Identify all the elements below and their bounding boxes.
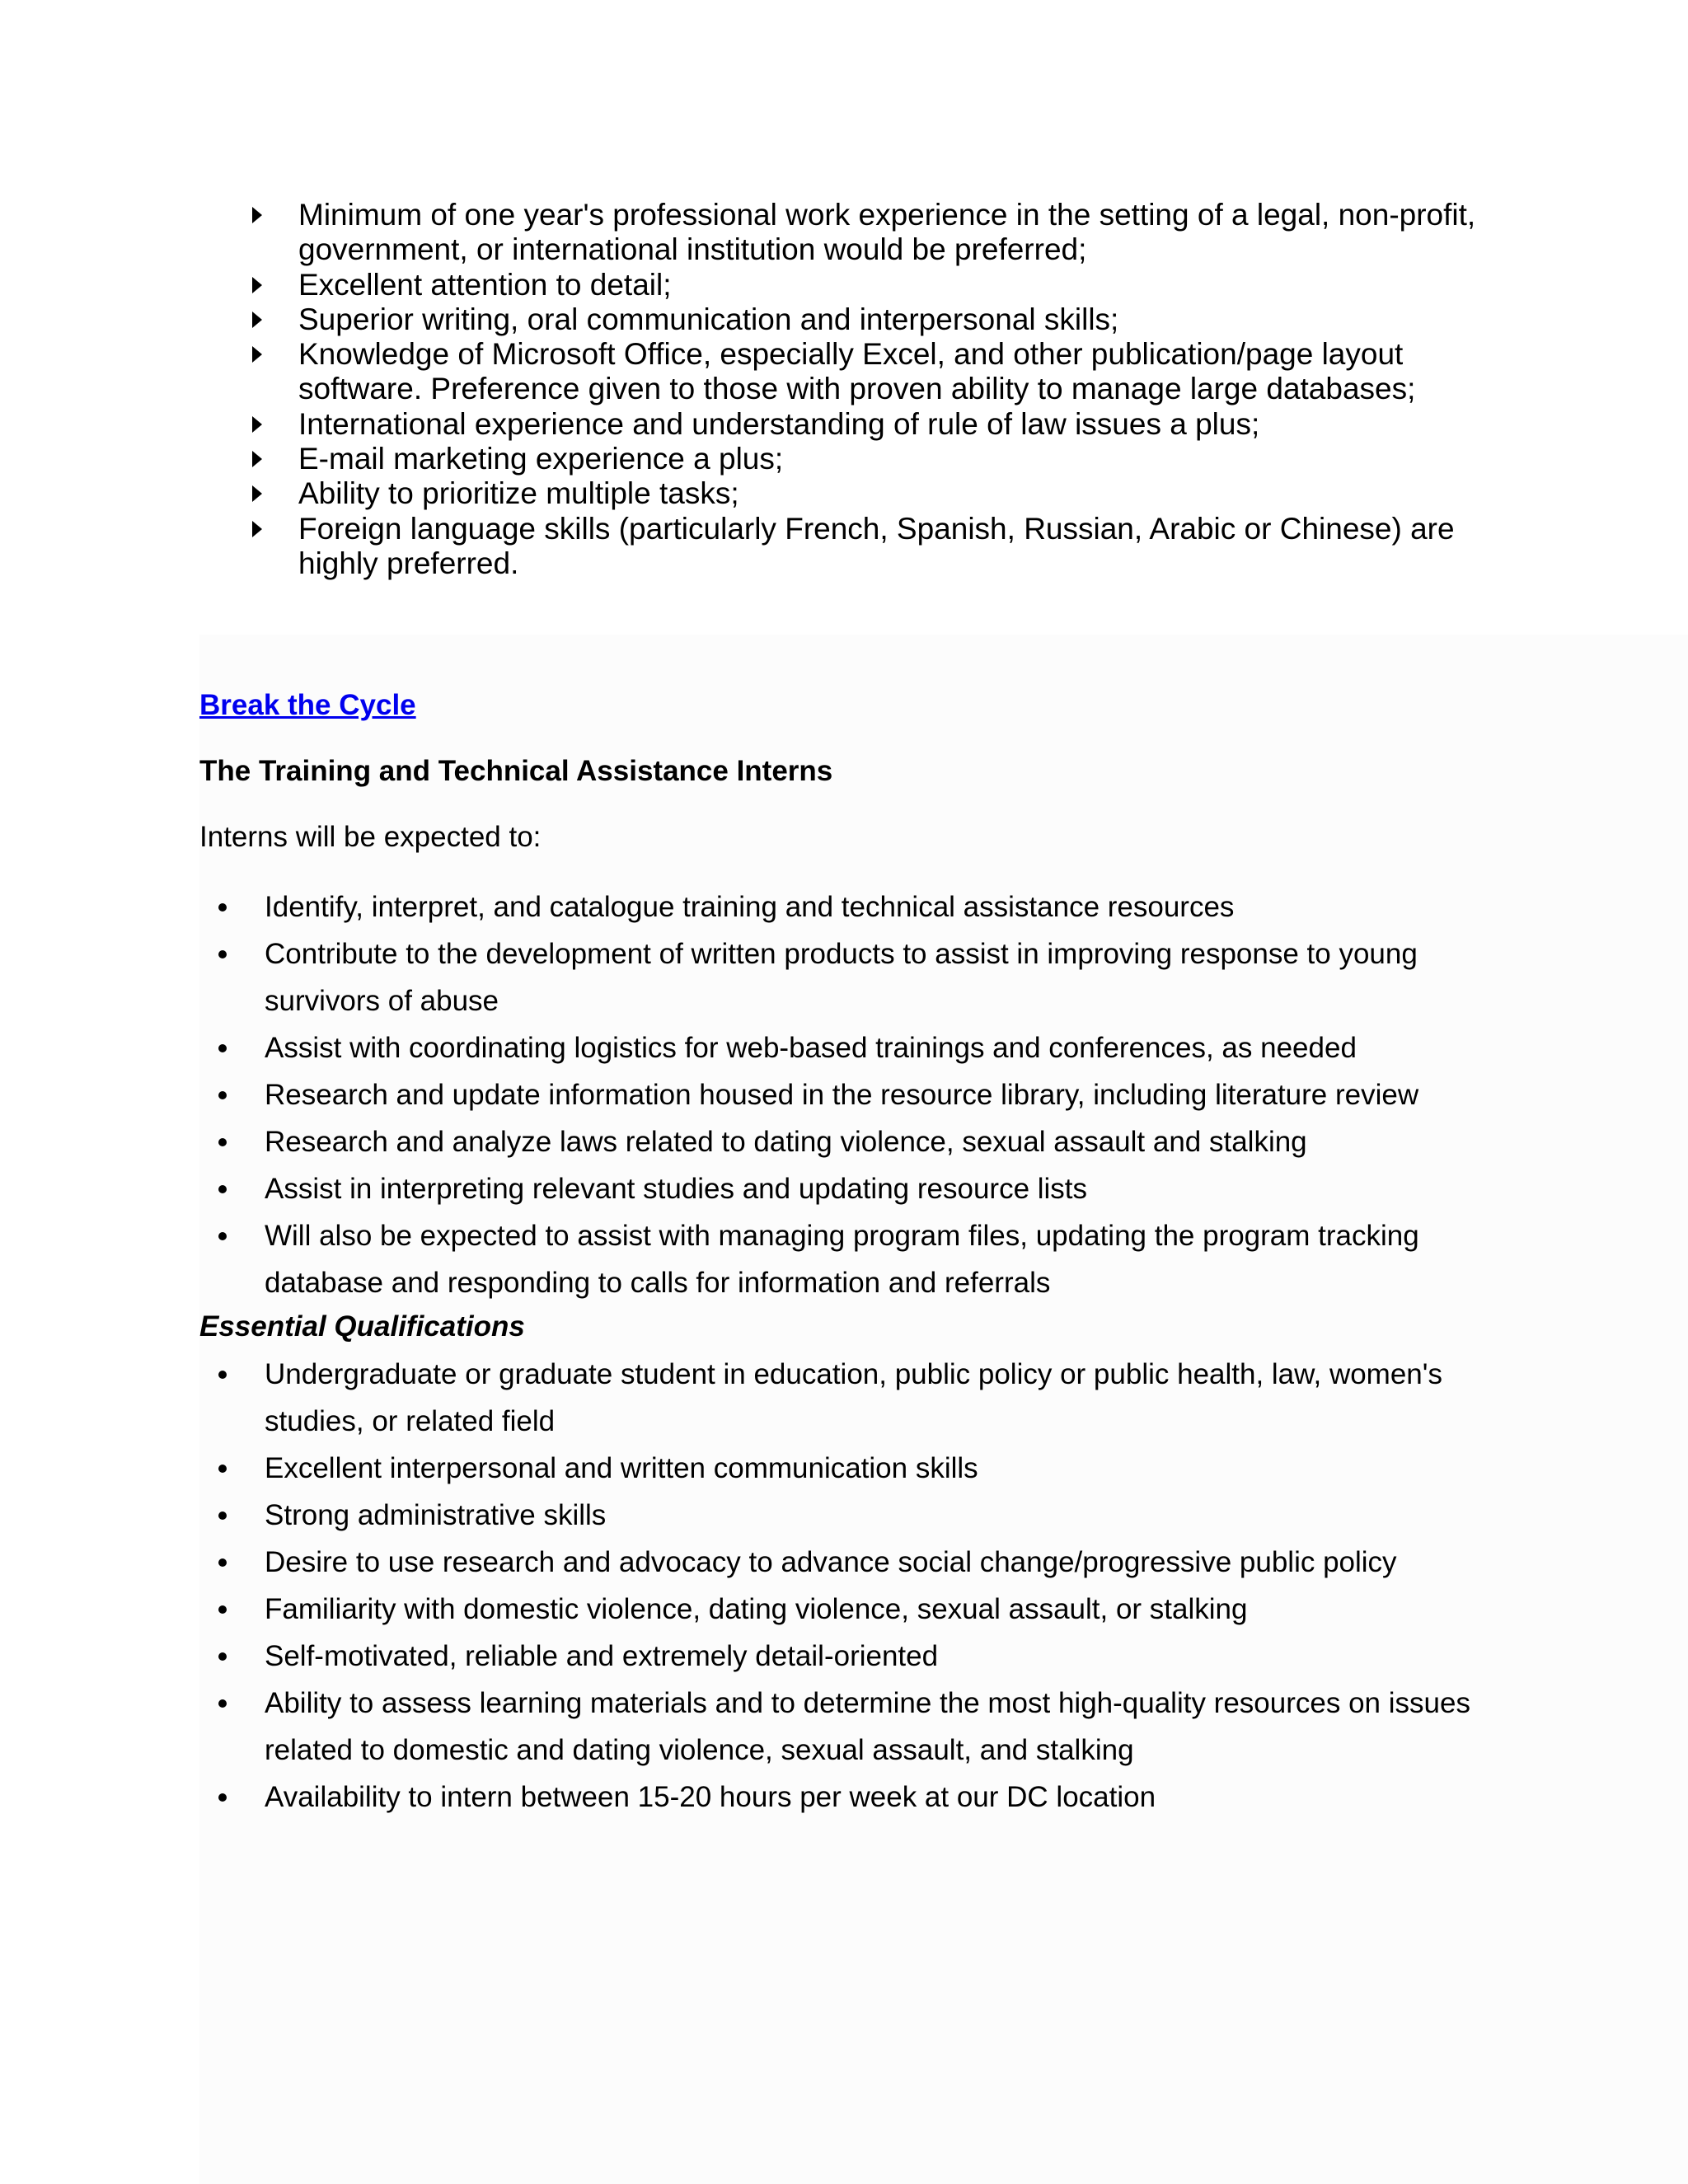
bullet-icon xyxy=(218,1091,227,1099)
bullet-icon xyxy=(218,1605,227,1614)
list-item-text: Ability to prioritize multiple tasks; xyxy=(298,476,739,511)
bullet-icon xyxy=(218,1652,227,1661)
bullet-icon xyxy=(218,1699,227,1708)
list-item-text: Desire to use research and advocacy to advance social change/progressive public policy xyxy=(265,1546,1397,1578)
list-item-text: Identify, interpret, and catalogue training and technical assistance resources xyxy=(265,891,1235,923)
list-item xyxy=(247,268,1500,302)
list-item xyxy=(247,512,1500,582)
list-item xyxy=(199,1774,1502,1821)
bullet-icon xyxy=(218,1793,227,1802)
list-item xyxy=(247,337,1500,407)
arrow-bullet-icon xyxy=(252,521,262,537)
list-item-text: Knowledge of Microsoft Office, especially Excel, and other publication/page layout software. Preference given to those with proven ability to manage large databases; xyxy=(298,337,1416,406)
list-item xyxy=(199,1351,1502,1445)
arrow-bullet-icon xyxy=(252,207,262,223)
list-item-text: Foreign language skills (particularly French, Spanish, Russian, Arabic or Chinese) are highly preferred. xyxy=(298,511,1455,580)
bullet-icon xyxy=(218,903,227,912)
list-item xyxy=(199,1445,1502,1492)
list-item xyxy=(247,198,1500,268)
list-item xyxy=(199,1212,1502,1306)
bullet-icon xyxy=(218,1465,227,1473)
list-item-text: International experience and understanding of rule of law issues a plus; xyxy=(298,406,1260,441)
bullet-icon xyxy=(218,1185,227,1193)
list-item-text: Availability to intern between 15-20 hours per week at our DC location xyxy=(265,1781,1156,1813)
list-item-text: Assist with coordinating logistics for web-based trainings and conferences, as needed xyxy=(265,1032,1357,1064)
list-item-text: Research and update information housed in the resource library, including literature review xyxy=(265,1079,1419,1111)
list-item xyxy=(247,407,1500,442)
bullet-icon xyxy=(218,1232,227,1240)
list-item xyxy=(199,1071,1502,1118)
list-item-text: E-mail marketing experience a plus; xyxy=(298,442,784,476)
list-item-text: Strong administrative skills xyxy=(265,1499,607,1531)
duties-list xyxy=(199,883,1502,1306)
bullet-icon xyxy=(218,1044,227,1052)
list-item xyxy=(199,1680,1502,1774)
list-item-text: Research and analyze laws related to dating violence, sexual assault and stalking xyxy=(265,1126,1307,1158)
list-item-text: Undergraduate or graduate student in education, public policy or public health, law, women's studies, or related field xyxy=(265,1358,1442,1437)
list-item-text: Ability to assess learning materials and to determine the most high-quality resources on issues related to domestic and dating violence, sexual assault, and stalking xyxy=(265,1687,1470,1766)
arrow-bullet-icon xyxy=(252,312,262,328)
list-item-text: Assist in interpreting relevant studies and updating resource lists xyxy=(265,1173,1088,1205)
list-item xyxy=(199,883,1502,930)
qualifications-list xyxy=(199,1351,1502,1821)
qualifications-heading: Essential Qualifications xyxy=(199,1310,525,1343)
bullet-icon xyxy=(218,1511,227,1520)
list-item-text: Familiarity with domestic violence, dating violence, sexual assault, or stalking xyxy=(265,1593,1248,1625)
list-item-text: Contribute to the development of written products to assist in improving response to young survivors of abuse xyxy=(265,938,1418,1017)
list-item xyxy=(247,442,1500,476)
arrow-bullet-icon xyxy=(252,485,262,502)
requirements-list xyxy=(247,198,1500,581)
bullet-icon xyxy=(218,1138,227,1146)
arrow-bullet-icon xyxy=(252,277,262,293)
arrow-bullet-icon xyxy=(252,346,262,363)
organization-link[interactable]: Break the Cycle xyxy=(199,689,416,721)
list-item xyxy=(199,930,1502,1024)
list-item-text: Minimum of one year's professional work experience in the setting of a legal, non-profit, government, or international institution would be preferred; xyxy=(298,198,1476,267)
list-item-text: Excellent attention to detail; xyxy=(298,267,672,302)
bullet-icon xyxy=(218,950,227,958)
list-item xyxy=(199,1492,1502,1539)
position-title: The Training and Technical Assistance Interns xyxy=(199,755,833,787)
list-item xyxy=(247,302,1500,337)
bullet-icon xyxy=(218,1558,227,1567)
list-item-text: Self-motivated, reliable and extremely detail-oriented xyxy=(265,1640,939,1672)
list-item xyxy=(247,476,1500,511)
list-item xyxy=(199,1633,1502,1680)
list-item xyxy=(199,1024,1502,1071)
list-item-text: Superior writing, oral communication and interpersonal skills; xyxy=(298,302,1119,336)
list-item-text: Excellent interpersonal and written communication skills xyxy=(265,1452,978,1484)
list-item xyxy=(199,1118,1502,1165)
arrow-bullet-icon xyxy=(252,416,262,433)
arrow-bullet-icon xyxy=(252,451,262,467)
bullet-icon xyxy=(218,1371,227,1379)
list-item xyxy=(199,1165,1502,1212)
intro-text: Interns will be expected to: xyxy=(199,821,542,853)
list-item xyxy=(199,1539,1502,1586)
list-item xyxy=(199,1586,1502,1633)
list-item-text: Will also be expected to assist with managing program files, updating the program tracking database and responding to calls for information and referrals xyxy=(265,1220,1419,1299)
